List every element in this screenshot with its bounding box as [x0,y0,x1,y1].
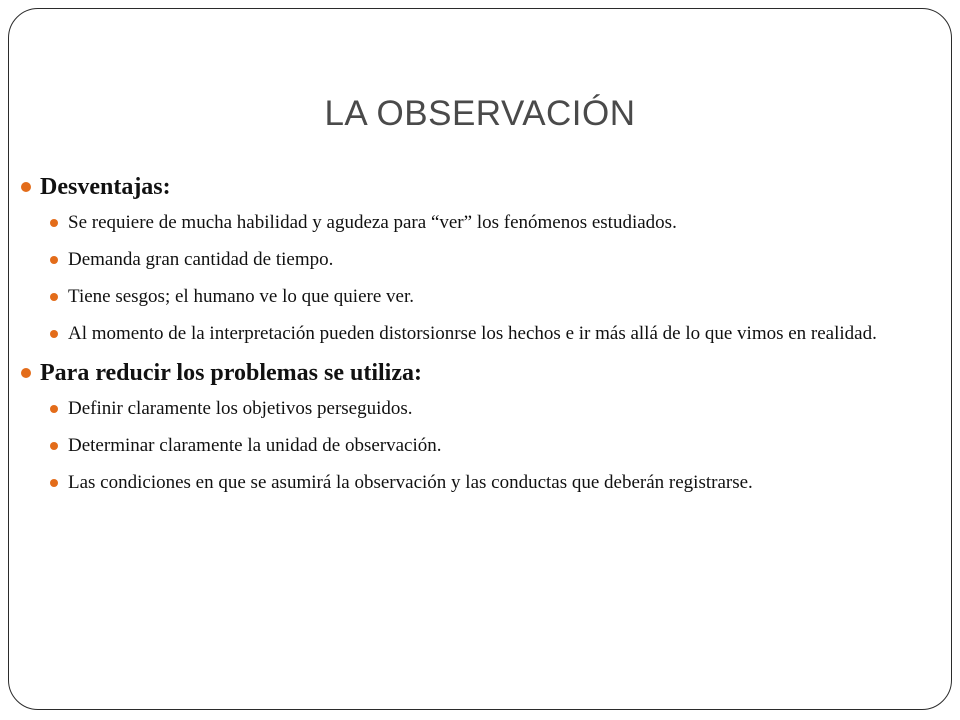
bullet-list [20,210,940,346]
list-item [20,210,940,235]
slide-content [20,172,940,507]
section-heading-text: Para reducir los problemas se utiliza: [40,360,422,386]
bullet-icon [50,442,58,450]
bullet-icon [21,182,31,192]
section-desventajas [20,172,940,346]
list-item-text: Se requiere de mucha habilidad y agudeza para “ver” los fenómenos estudiados. [68,212,677,233]
list-item [20,470,940,495]
section-heading [20,172,940,202]
list-item [20,321,940,346]
section-reducir-problemas [20,358,940,495]
bullet-icon [50,219,58,227]
list-item [20,247,940,272]
list-item-text: Demanda gran cantidad de tiempo. [68,249,334,270]
list-item-text: Definir claramente los objetivos perseguidos. [68,398,413,419]
list-item-text: Las condiciones en que se asumirá la observación y las conductas que deberán registrarse. [68,472,753,493]
bullet-icon [50,479,58,487]
list-item-text: Al momento de la interpretación pueden distorsionrse los hechos e ir más allá de lo que vimos en realidad. [68,323,877,344]
section-heading [20,358,940,388]
bullet-icon [50,256,58,264]
list-item [20,433,940,458]
list-item [20,396,940,421]
bullet-icon [50,293,58,301]
list-item-text: Tiene sesgos; el humano ve lo que quiere ver. [68,286,414,307]
list-item-text: Determinar claramente la unidad de observación. [68,435,442,456]
bullet-icon [50,330,58,338]
bullet-icon [50,405,58,413]
slide-title: LA OBSERVACIÓN [324,94,636,133]
list-item [20,284,940,309]
bullet-list [20,396,940,495]
section-heading-text: Desventajas: [40,174,171,200]
bullet-icon [21,368,31,378]
